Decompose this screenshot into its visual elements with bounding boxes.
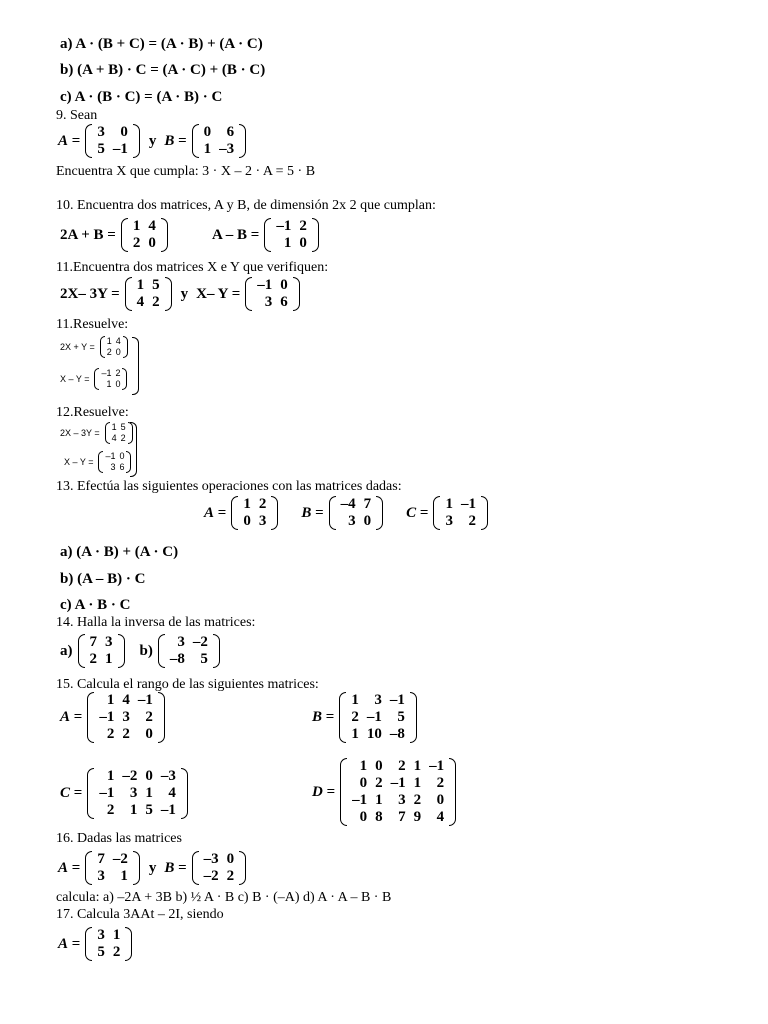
matrix-entry: 1 (445, 496, 453, 512)
problem-11a-title: 11.Encuentra dos matrices X e Y que verifiquen: (56, 260, 329, 275)
matrix-entry: 1 (111, 422, 117, 432)
matrix (339, 758, 457, 826)
matrix-entry: 6 (226, 124, 235, 140)
matrix (77, 634, 126, 668)
matrix-entry: 0 (119, 451, 125, 461)
matrix-entry: 2 (89, 651, 97, 667)
matrix (328, 496, 385, 530)
problem-17-title: 17. Calcula 3AAt – 2I, siendo (56, 907, 224, 922)
matrix-entry: 3 (264, 294, 273, 310)
matrix-entry: –1 (276, 218, 292, 234)
matrix-entry: –1 (112, 141, 128, 157)
matrix-entry: 5 (97, 944, 105, 960)
conjunction: y (180, 285, 189, 302)
matrix-entry: 0 (363, 513, 372, 529)
matrix-entry: 1 (136, 277, 145, 293)
system-brace (132, 337, 139, 395)
matrix-entry: 4 (148, 218, 156, 234)
matrix-entry: –1 (105, 451, 116, 461)
matrix-entry: 3 (105, 634, 113, 650)
matrix-entry: 0 (299, 235, 307, 251)
matrix-entry: 2 (299, 218, 307, 234)
matrix-entry: 3 (374, 692, 382, 708)
matrix-entry: –8 (169, 651, 185, 667)
problem-11b-eq2: X – Y = –1 2 1 0 (60, 368, 128, 390)
matrix-entry: –1 (429, 758, 445, 774)
problem-16-text: calcula: a) –2A + 3B b) ½ A · B c) B · (–A) d) A · A – B · B (56, 890, 392, 905)
matrix (244, 277, 301, 311)
matrix-entry: 5 (145, 802, 153, 818)
matrix-entry: 1 (112, 927, 121, 943)
matrix (84, 124, 141, 158)
matrix (230, 496, 279, 530)
property-b: b) (A + B) · C = (A · C) + (B · C) (60, 62, 266, 78)
problem-17-matrix: A = 3 1 5 2 (58, 927, 133, 961)
problem-12-eq2: X – Y = –1 0 3 6 (64, 451, 132, 473)
problem-9-matrices: A = 3 0 5 –1 y B = 0 6 1 –3 (58, 124, 247, 158)
matrix-entry: –1 (160, 802, 176, 818)
matrix-entry: 1 (283, 235, 292, 251)
problem-10-eq2: A – B = –1 2 1 0 (212, 218, 320, 252)
matrix (191, 851, 248, 885)
matrix-entry: 9 (413, 809, 422, 825)
matrix-entry: 1 (413, 758, 422, 774)
matrix-entry: 1 (106, 768, 115, 784)
matrix-entry: 2 (152, 294, 160, 310)
matrix (99, 336, 129, 358)
problem-13-matrices: A = 1 2 0 3 B = –4 7 3 0 C = 1 –1 3 2 (204, 496, 489, 530)
matrix-entry: 0 (280, 277, 288, 293)
problem-13-title: 13. Efectúa las siguientes operaciones con las matrices dadas: (56, 479, 402, 494)
problem-9-title: 9. Sean (56, 108, 98, 123)
problem-11a-equations: 2X– 3Y = 1 5 4 2 y X– Y = –1 0 3 6 (60, 277, 301, 311)
problem-14-matrices: a) 7 3 2 1 b) 3 –2 –8 5 (60, 634, 221, 668)
matrix-entry: 0 (120, 124, 128, 140)
matrix-entry: 5 (152, 277, 160, 293)
matrix-entry: –8 (389, 726, 405, 742)
matrix-entry: 1 (106, 692, 115, 708)
matrix-entry: 0 (436, 792, 445, 808)
matrix-entry: 1 (132, 218, 141, 234)
matrix-entry: 2 (226, 868, 235, 884)
problem-11b-title: 11.Resuelve: (56, 317, 129, 332)
matrix-entry: –1 (390, 775, 406, 791)
matrix-entry: 0 (145, 768, 153, 784)
matrix-entry: 1 (203, 141, 212, 157)
matrix-entry: –1 (352, 792, 368, 808)
matrix-entry: 4 (111, 433, 117, 443)
matrix-entry: 7 (89, 634, 97, 650)
matrix-entry: 2 (436, 775, 445, 791)
matrix-entry: 5 (97, 141, 105, 157)
matrix-entry: 4 (136, 294, 145, 310)
matrix-entry: 3 (258, 513, 267, 529)
matrix-entry: –2 (203, 868, 219, 884)
matrix-entry: 1 (413, 775, 422, 791)
matrix (191, 124, 248, 158)
matrix (93, 368, 128, 390)
matrix-entry: 0 (359, 775, 368, 791)
matrix-entry: 2 (145, 709, 153, 725)
problem-15-matrix-C: C = 1 –2 0 –3 –1 3 1 4 2 1 5 –1 (60, 768, 189, 819)
matrix-entry: 6 (119, 462, 125, 472)
matrix-entry: –1 (366, 709, 382, 725)
matrix-entry: 1 (359, 758, 368, 774)
conjunction: y (148, 132, 157, 149)
matrix (157, 634, 221, 668)
matrix-entry: 2 (106, 802, 115, 818)
matrix (263, 218, 320, 252)
problem-15-matrix-B: B = 1 3 –1 2 –1 5 1 10 –8 (312, 692, 418, 743)
matrix-entry: 1 (351, 726, 359, 742)
matrix-entry: 0 (148, 235, 156, 251)
matrix-entry: 6 (280, 294, 288, 310)
matrix-entry: 2 (120, 433, 126, 443)
matrix-entry: 2 (258, 496, 267, 512)
matrix-entry: –1 (99, 785, 115, 801)
matrix (86, 768, 189, 819)
matrix-entry: 2 (375, 775, 383, 791)
problem-15-matrix-A: A = 1 4 –1 –1 3 2 2 2 0 (60, 692, 166, 743)
matrix (338, 692, 418, 743)
matrix-entry: 0 (243, 513, 251, 529)
matrix-entry: 5 (200, 651, 208, 667)
matrix-entry: 1 (129, 802, 138, 818)
matrix (97, 451, 132, 473)
matrix-entry: 0 (375, 758, 383, 774)
matrix-entry: 4 (168, 785, 176, 801)
matrix-entry: –4 (340, 496, 356, 512)
problem-11b-eq1: 2X + Y = 1 4 2 0 (60, 336, 129, 358)
matrix-entry: 1 (243, 496, 251, 512)
property-a: a) A · (B + C) = (A · B) + (A · C) (60, 36, 263, 52)
matrix-entry: 7 (398, 809, 406, 825)
matrix-entry: 2 (398, 758, 406, 774)
problem-12-eq1: 2X – 3Y = 1 5 4 2 (60, 422, 134, 444)
problem-9-text: Encuentra X que cumpla: 3 · X – 2 · A = 5 · B (56, 164, 316, 179)
matrix-entry: 5 (397, 709, 405, 725)
matrix-entry: 2 (122, 726, 130, 742)
problem-13-a: a) (A · B) + (A · C) (60, 544, 179, 560)
matrix-entry: –1 (137, 692, 153, 708)
matrix-entry: –1 (257, 277, 273, 293)
matrix-entry: –1 (99, 709, 115, 725)
matrix-entry: –1 (389, 692, 405, 708)
matrix-entry: –1 (101, 368, 112, 378)
matrix-entry: 4 (122, 692, 130, 708)
problem-16-matrices: A = 7 –2 3 1 y B = –3 0 –2 2 (58, 851, 247, 885)
matrix-entry: –3 (160, 768, 176, 784)
problem-13-c: c) A · B · C (60, 597, 131, 613)
matrix (86, 692, 166, 743)
matrix-entry: 3 (122, 709, 130, 725)
matrix-entry: 2 (132, 235, 141, 251)
matrix-entry: 2 (106, 347, 112, 357)
matrix-entry: 0 (226, 851, 235, 867)
matrix-entry: –3 (219, 141, 235, 157)
matrix-entry: 1 (351, 692, 359, 708)
matrix-entry: 0 (359, 809, 368, 825)
matrix-entry: 3 (97, 927, 105, 943)
matrix-entry: 2 (115, 368, 121, 378)
matrix-entry: –3 (203, 851, 219, 867)
matrix-entry: 3 (97, 124, 105, 140)
problem-10-title: 10. Encuentra dos matrices, A y B, de dimensión 2x 2 que cumplan: (56, 198, 436, 213)
matrix-entry: 3 (445, 513, 453, 529)
matrix-entry: 2 (106, 726, 115, 742)
matrix-entry: 8 (375, 809, 383, 825)
problem-12-title: 12.Resuelve: (56, 405, 129, 420)
matrix-entry: 0 (115, 347, 121, 357)
problem-15-title: 15. Calcula el rango de las siguientes matrices: (56, 677, 319, 692)
matrix-entry: –2 (122, 768, 138, 784)
matrix-entry: 1 (106, 379, 112, 389)
matrix-entry: 10 (366, 726, 382, 742)
problem-14-title: 14. Halla la inversa de las matrices: (56, 615, 256, 630)
matrix-entry: 2 (413, 792, 422, 808)
matrix-entry: 0 (115, 379, 121, 389)
property-c: c) A · (B · C) = (A · B) · C (60, 89, 223, 105)
matrix-entry: 1 (120, 868, 128, 884)
problem-10-eq1: 2A + B = 1 4 2 0 (60, 218, 169, 252)
matrix-entry: 3 (398, 792, 406, 808)
matrix-entry: 0 (145, 726, 153, 742)
matrix-entry: 0 (203, 124, 212, 140)
matrix-entry: 3 (348, 513, 356, 529)
matrix-entry: 4 (115, 336, 121, 346)
conjunction: y (148, 859, 157, 876)
matrix-entry: 7 (363, 496, 372, 512)
problem-16-title: 16. Dadas las matrices (56, 831, 182, 846)
matrix-entry: 3 (97, 868, 105, 884)
matrix-entry: 1 (105, 651, 113, 667)
matrix-entry: 5 (120, 422, 126, 432)
problem-13-b: b) (A – B) · C (60, 571, 146, 587)
matrix-entry: 3 (177, 634, 185, 650)
matrix-entry: 2 (112, 944, 121, 960)
matrix-entry: 3 (129, 785, 138, 801)
matrix-entry: 2 (351, 709, 359, 725)
matrix-entry: –2 (112, 851, 128, 867)
matrix (84, 927, 133, 961)
matrix-entry: 7 (97, 851, 105, 867)
matrix (124, 277, 173, 311)
matrix (120, 218, 169, 252)
matrix-entry: –1 (460, 496, 476, 512)
matrix-entry: 1 (106, 336, 112, 346)
matrix-entry: 1 (375, 792, 383, 808)
matrix-entry: 4 (436, 809, 445, 825)
matrix (84, 851, 141, 885)
system-brace (130, 422, 137, 477)
matrix-entry: 3 (110, 462, 116, 472)
matrix (432, 496, 489, 530)
matrix-entry: 2 (468, 513, 476, 529)
problem-15-matrix-D: D = 1 0 2 1 –1 0 2 –1 1 2 –1 1 3 2 0 0 8 7 9 4 (312, 758, 457, 826)
matrix-entry: –2 (192, 634, 208, 650)
matrix-entry: 1 (145, 785, 153, 801)
